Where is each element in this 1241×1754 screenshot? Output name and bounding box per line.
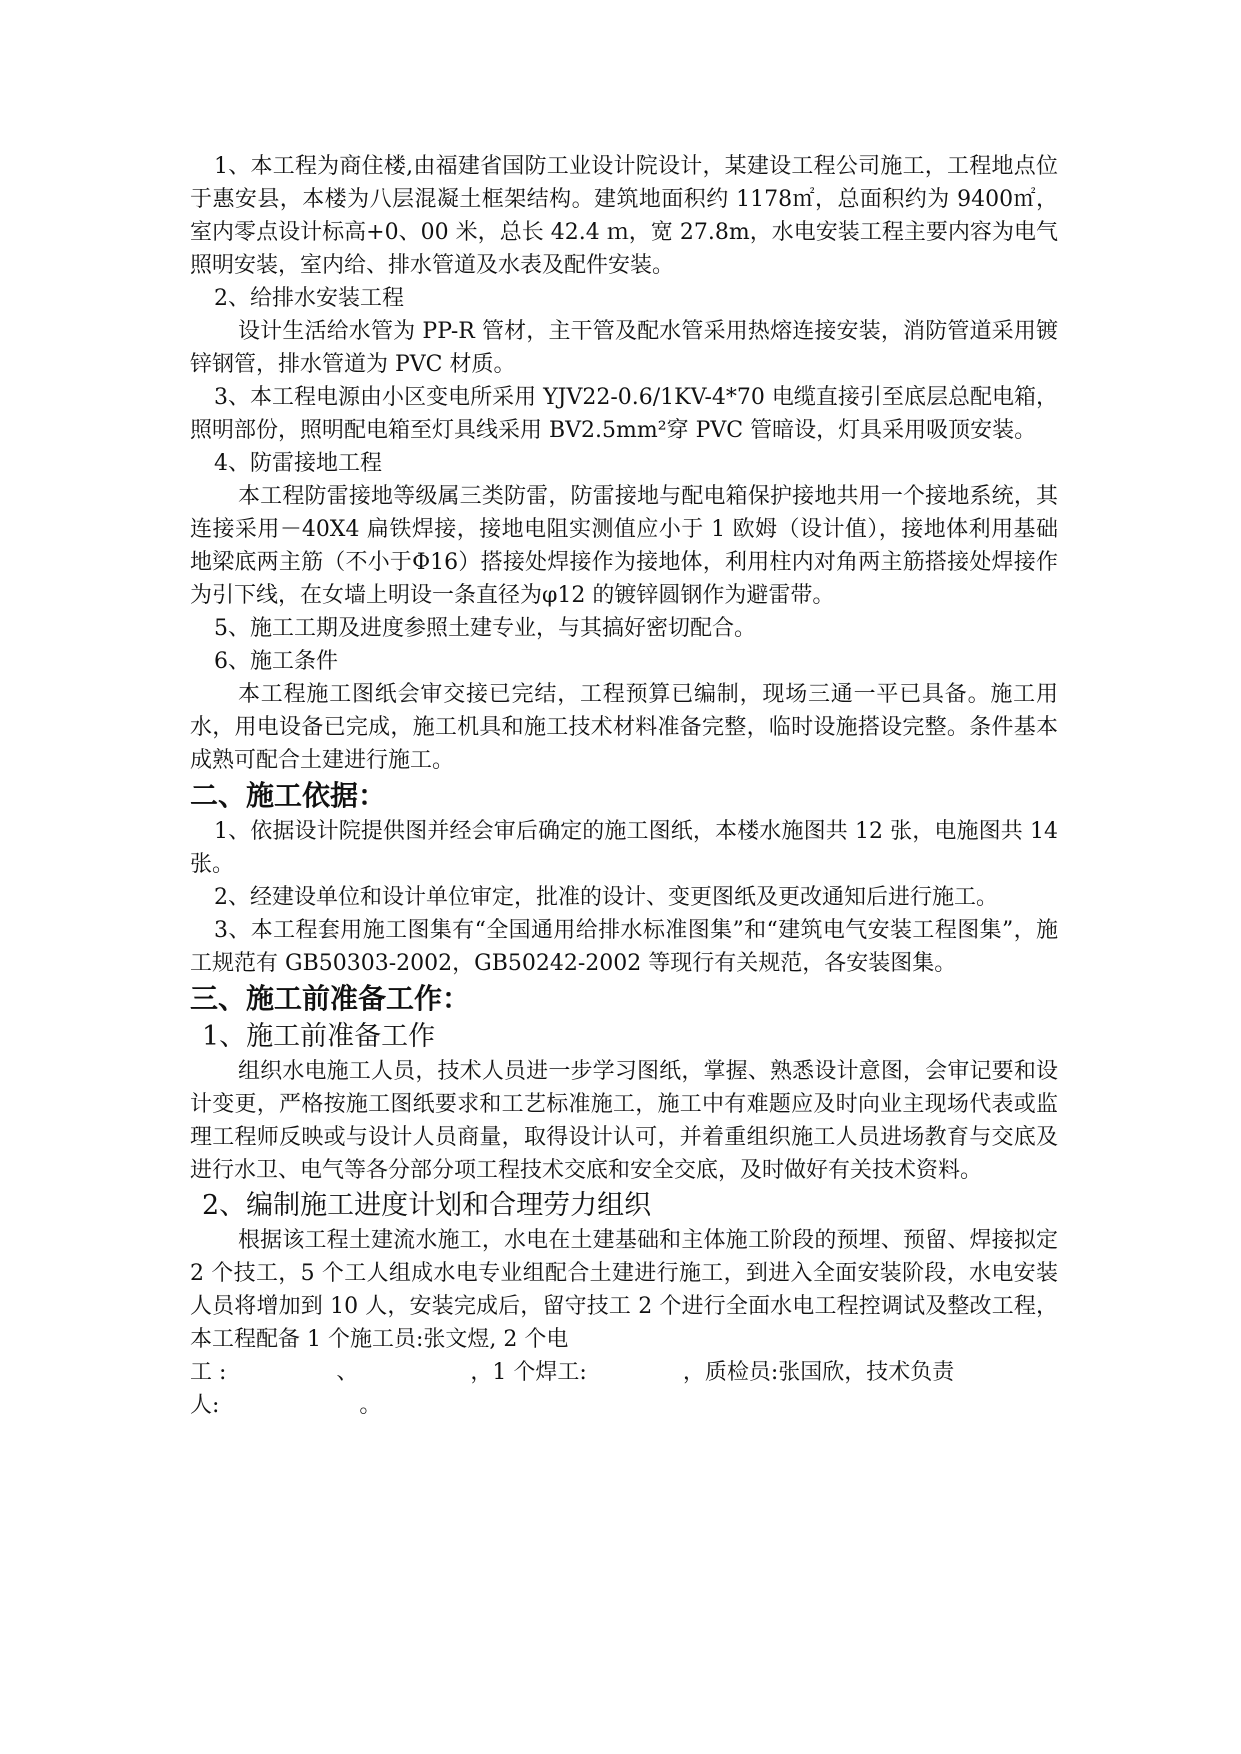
staff-welder-label: ，1 个焊工: [470,1360,587,1385]
paragraph-basis-1: 1、依据设计院提供图并经会审后确定的施工图纸，本楼水施图共 12 张，电施图共 14 张。 [190,819,1058,877]
subheading-preparation: 1、施工前准备工作 [202,1021,436,1052]
staff-separator: 、 [336,1360,359,1385]
section-heading-preparation: 三、施工前准备工作： [190,982,471,1015]
staff-electricians-label: 工 : [190,1360,227,1385]
section-heading-basis: 二、施工依据： [190,779,387,812]
paragraph-schedule-labor: 根据该工程土建流水施工，水电在土建基础和主体施工阶段的预埋、预留、焊接拟定 2 个技工，5 个工人组成水电专业组配合土建进行施工，到进入全面安装阶段，水电安装人员将增加到 10 人，安装完成后，留守技工 2 个进行全面水电工程控调试及整改工程，本工程配备 1 个施工员:张文煜, 2 个电 [190,1228,1058,1352]
staff-line-end: 。 [359,1393,382,1418]
staff-technical-lead-label: 人: [190,1393,220,1418]
paragraph-project-overview: 1、本工程为商住楼,由福建省国防工业设计院设计，某建设工程公司施工，工程地点位于惠安县，本楼为八层混凝土框架结构。建筑地面积约 1178㎡，总面积约为 9400㎡，室内零点设计标高+0、00 米，总长 42.4 ｍ，宽 27.8m，水电安装工程主要内容为电气照明安装，室内给、排水管道及水表及配件安装。 [190,154,1058,278]
paragraph-staff-line-2 [190,1389,1058,1422]
paragraph-basis-3: 3、本工程套用施工图集有“全国通用给排水标准图集”和“建筑电气安装工程图集”，施工规范有 GB50303-2002，GB50242-2002 等现行有关规范，各安装图集。 [190,918,1058,976]
paragraph-water-supply: 设计生活给水管为 PP-R 管材，主干管及配水管采用热熔连接安装，消防管道采用镀锌钢管，排水管道为 PVC 材质。 [190,319,1058,377]
paragraph-staff-line [190,1356,1058,1389]
paragraph-conditions: 本工程施工图纸会审交接已完结，工程预算已编制，现场三通一平已具备。施工用水，用电设备已完成，施工机具和施工技术材料准备完整，临时设施搭设完整。条件基本成熟可配合土建进行施工。 [190,682,1058,773]
paragraph-lightning-protection: 本工程防雷接地等级属三类防雷，防雷接地与配电箱保护接地共用一个接地系统，其连接采用－40X4 扁铁焊接，接地电阻实测值应小于 1 欧姆（设计值），接地体利用基础地梁底两主筋（不小于Φ16）搭接处焊接作为接地体，利用柱内对角两主筋搭接处焊接作为引下线，在女墙上明设一条直径为φ12 的镀锌圆钢作为避雷带。 [190,484,1058,608]
document-body [190,150,1058,1422]
paragraph-preparation: 组织水电施工人员，技术人员进一步学习图纸，掌握、熟悉设计意图，会审记要和设计变更，严格按施工图纸要求和工艺标准施工，施工中有难题应及时向业主现场代表或监理工程师反映或与设计人员商量，取得设计认可，并着重组织施工人员进场教育与交底及进行水卫、电气等各分部分项工程技术交底和安全交底，及时做好有关技术资料。 [190,1059,1058,1183]
paragraph-schedule: 5、施工工期及进度参照土建专业，与其搞好密切配合。 [214,616,756,641]
subheading-conditions: 6、施工条件 [214,649,338,674]
subheading-lightning-protection: 4、防雷接地工程 [214,451,382,476]
paragraph-basis-2: 2、经建设单位和设计单位审定，批准的设计、变更图纸及更改通知后进行施工。 [214,885,998,910]
subheading-water-supply: 2、给排水安装工程 [214,286,404,311]
paragraph-power-supply: 3、本工程电源由小区变电所采用 YJV22-0.6/1KV-4*70 电缆直接引至底层总配电箱，照明部份，照明配电箱至灯具线采用 BV2.5mm²穿 PVC 管暗设，灯具采用吸顶安装。 [190,385,1058,443]
subheading-schedule-labor: 2、编制施工进度计划和合理劳力组织 [202,1190,652,1221]
staff-inspector-text: ，质检员:张国欣，技术负责 [682,1360,955,1385]
